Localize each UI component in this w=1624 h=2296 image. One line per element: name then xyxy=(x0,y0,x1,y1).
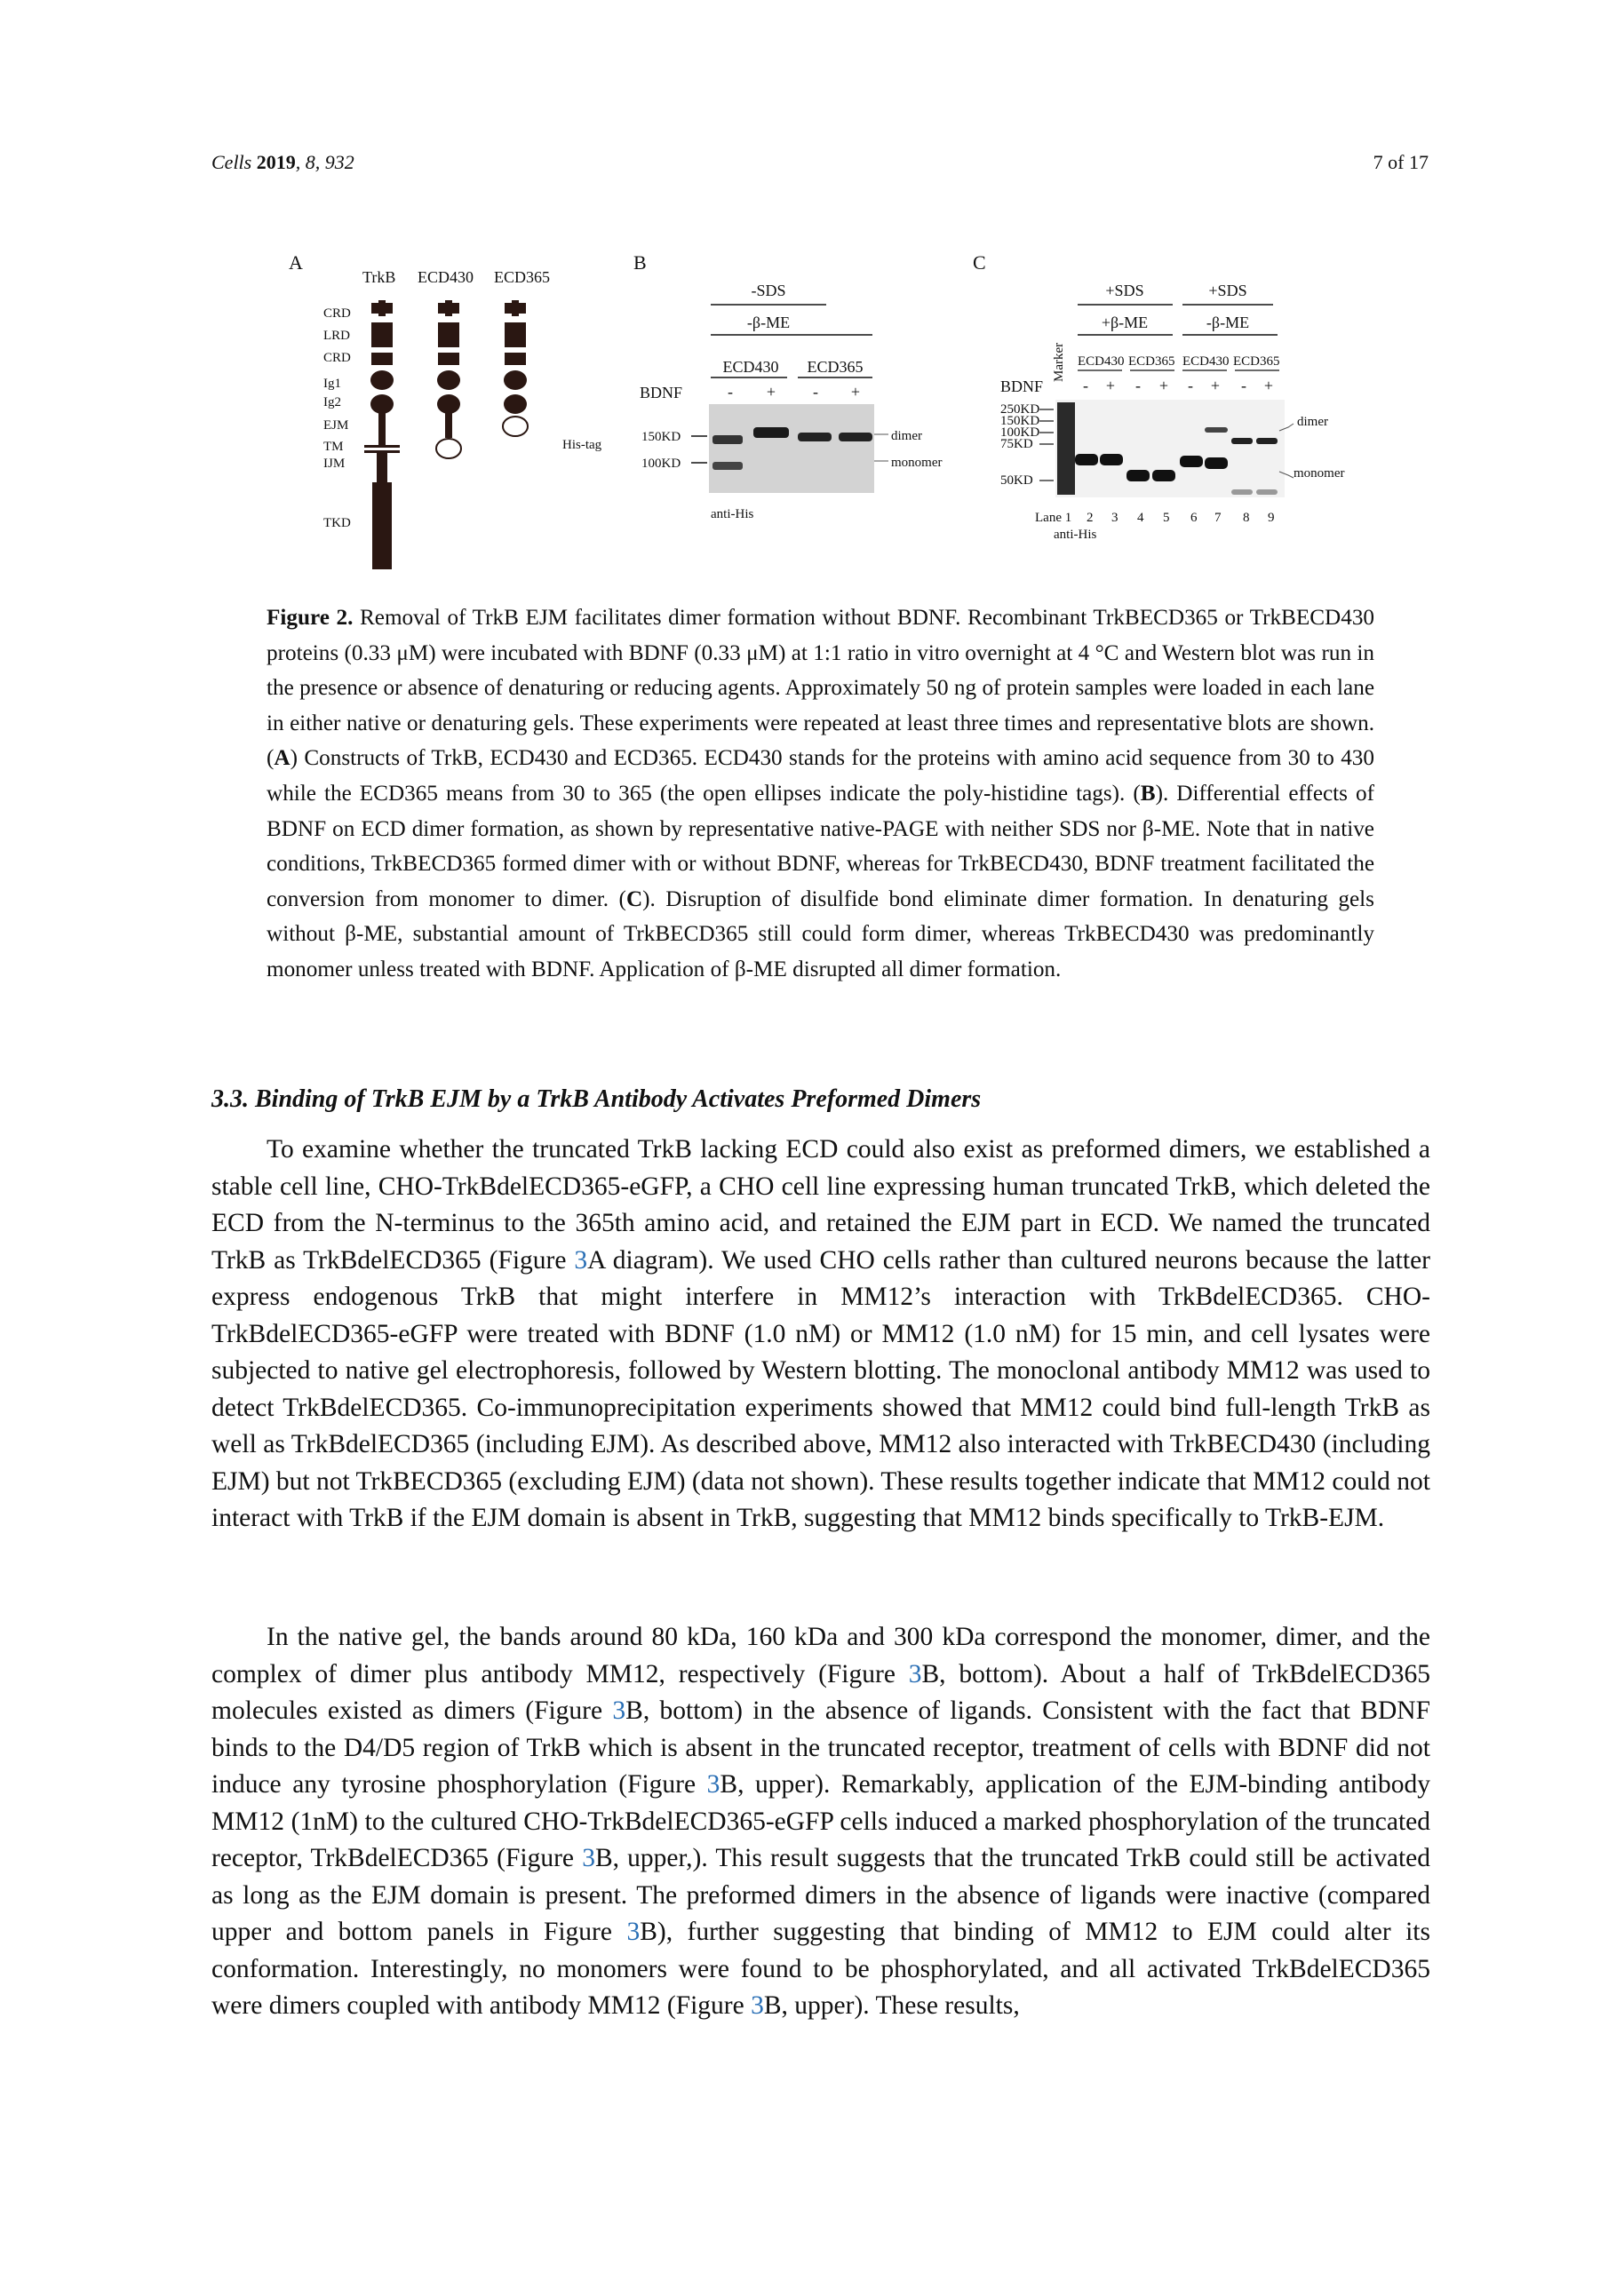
panel-b-label: B xyxy=(633,253,647,274)
domain-tm: TM xyxy=(323,440,344,454)
panel-b-dimer-label: dimer xyxy=(891,429,922,443)
figure-ref-link[interactable]: 3 xyxy=(751,1991,764,2020)
sign: + xyxy=(1158,377,1169,394)
sign: - xyxy=(1135,377,1141,394)
caption-panel-ref: C xyxy=(625,886,643,911)
sign: + xyxy=(766,383,776,401)
panel-c-marker-labels xyxy=(1000,402,1054,488)
domain-crd-2: CRD xyxy=(323,351,351,365)
col-ecd365: ECD365 xyxy=(494,268,550,286)
sign: - xyxy=(1083,377,1088,394)
panel-b-antibody: anti-His xyxy=(711,507,754,521)
journal-year: 2019 xyxy=(256,151,296,173)
panel-c-antibody: anti-His xyxy=(1054,528,1097,542)
paragraph-text: In the native gel, the bands around 80 kDa, 160 kDa and 300 kDa correspond the monomer, dimer, and the complex of dimer plus antibody MM12, respectively (Figure xyxy=(211,1623,1430,1688)
panel-c-cond-b2: -β-ME xyxy=(1206,314,1250,331)
construct-trkb xyxy=(364,300,400,569)
sign: + xyxy=(850,383,861,401)
marker-100: 100KD xyxy=(1000,425,1040,440)
body-paragraph xyxy=(211,1132,1430,1537)
panel-a-domain-labels xyxy=(323,306,351,530)
page-number: 7 of 17 xyxy=(1373,151,1429,173)
paragraph-text: B, upper,). This result suggests that the truncated TrkB could still be activated as long as the EJM domain is present. The preformed dimers in the absence of ligands were inactive (compared upper and bottom panels in Figure xyxy=(211,1844,1431,1946)
panel-c-group: ECD365 xyxy=(1128,354,1175,369)
lane-number: 9 xyxy=(1268,511,1275,525)
col-ecd430: ECD430 xyxy=(418,268,474,286)
sign: - xyxy=(1188,377,1193,394)
figure-ref-link[interactable]: 3 xyxy=(626,1918,641,1946)
caption-text: ) Constructs of TrkB, ECD430 and ECD365. ECD430 stands for the proteins with amino acid sequence from 30 to 430 while the ECD365 means from 30 to 365 (the open ellipses indicate the poly-histidine tags). ( xyxy=(267,746,1374,806)
journal-name: Cells xyxy=(211,151,252,173)
domain-crd: CRD xyxy=(323,306,351,321)
his-tag-ellipse xyxy=(503,417,528,436)
body-paragraph xyxy=(211,1619,1430,2025)
lane-number: 5 xyxy=(1163,511,1170,525)
his-tag-ellipse xyxy=(436,439,461,458)
paragraph-text: B, bottom). About a half of TrkBdelECD365 molecules existed as dimers (Figure xyxy=(211,1659,1430,1725)
panel-c-bdnf-label: BDNF xyxy=(1000,377,1044,395)
panel-c-label: C xyxy=(973,253,986,274)
caption-text: ). Disruption of disulfide bond eliminate dimer formation. In denaturing gels without β-ME, substantial amount of TrkBECD365 still could form dimer, whereas TrkBECD430 was predominantly monomer unless treated with BDNF. Application of β-ME disrupted all dimer formation. xyxy=(267,886,1374,981)
caption-text: Recombinant TrkBECD365 or TrkBECD430 proteins (0.33 μM) were incubated with BDNF (0.33 μM) at 1:1 ratio in vitro overnight at 4 °C and Western blot was run in the presence or absence of denaturing or reducing agents. Approximately 50 ng of protein samples were loaded in each lane in either native or denaturing gels. These experiments were repeated at least three times and representative blots are shown. ( xyxy=(267,606,1375,771)
panel-b-cond-bme: -β-ME xyxy=(746,314,791,331)
figure-ref-link[interactable]: 3 xyxy=(574,1245,588,1275)
panel-b-cond-sds: -SDS xyxy=(751,282,786,299)
lane-label: Lane 1 xyxy=(1035,511,1072,525)
running-header-citation: Cells 2019, 8, 932 xyxy=(211,151,354,173)
sign: + xyxy=(1263,377,1274,394)
figure-caption xyxy=(267,600,1374,988)
figure-ref-link[interactable]: 3 xyxy=(612,1696,626,1725)
panel-b-marker-150: 150KD xyxy=(641,430,681,444)
lane-number: 8 xyxy=(1243,511,1250,525)
caption-text: ). Differential effects of BDNF on ECD dimer formation, as shown by representative native-PAGE with neither SDS nor β-ME. Note that in native conditions, TrkBECD365 formed dimer with or without BDNF, whereas for TrkBECD430, BDNF treatment facilitated the conversion from monomer to dimer. ( xyxy=(267,781,1374,911)
marker-50: 50KD xyxy=(1000,473,1033,488)
panel-c-cond-a2: +β-ME xyxy=(1101,314,1149,331)
paragraph-text: A diagram). We used CHO cells rather than cultured neurons because the latter express endogenous TrkB that might interfere in MM12’s interaction with TrkBdelECD365. CHO-TrkBdelECD365-eGFP were treated with BDNF (1.0 nM) or MM12 (1.0 nM) for 15 min, and cell lysates were subjected to native gel electrophoresis, followed by Western blotting. The monoclonal antibody MM12 was used to detect TrkBdelECD365. Co-immunoprecipitation experiments showed that MM12 could bind full-length TrkB as well as TrkBdelECD365 (including EJM). As described above, MM12 also interacted with TrkBECD430 (including EJM) but not TrkBECD365 (excluding EJM) (data not shown). These results together indicate that MM12 could not interact with TrkB if the EJM domain is absent in TrkB, suggesting that MM12 binds specifically to TrkB-EJM. xyxy=(211,1245,1430,1532)
caption-panel-ref: B xyxy=(1140,781,1156,806)
sign: - xyxy=(1241,377,1246,394)
marker-150: 150KD xyxy=(1000,414,1040,428)
panel-c-cond-b1: +SDS xyxy=(1208,282,1247,299)
construct-ecd430 xyxy=(436,300,461,458)
caption-title: Removal of TrkB EJM facilitates dimer formation without BDNF. xyxy=(359,606,961,630)
sign: - xyxy=(813,383,818,401)
domain-tkd: TKD xyxy=(323,516,351,530)
domain-ig2: Ig2 xyxy=(323,395,341,409)
col-trkb: TrkB xyxy=(362,268,396,286)
domain-ejm: EJM xyxy=(323,418,349,433)
marker-250: 250KD xyxy=(1000,402,1040,417)
marker-75: 75KD xyxy=(1000,437,1033,451)
lane-number: 7 xyxy=(1214,511,1222,525)
panel-c-dimer-label: dimer xyxy=(1297,415,1328,429)
figure-ref-link[interactable]: 3 xyxy=(908,1659,922,1688)
journal-volume: 8 xyxy=(305,151,315,173)
lane-number: 6 xyxy=(1190,511,1198,525)
panel-b-group-ecd430: ECD430 xyxy=(722,358,779,376)
panel-c-group: ECD430 xyxy=(1078,354,1125,369)
panel-a-label: A xyxy=(289,253,303,274)
panel-c-monomer-label: monomer xyxy=(1294,466,1345,481)
lane-number: 2 xyxy=(1087,511,1094,525)
sign: - xyxy=(728,383,733,401)
domain-ijm: IJM xyxy=(323,457,346,471)
caption-panel-ref: A xyxy=(274,746,291,771)
panel-b-marker-100: 100KD xyxy=(641,457,681,471)
panel-c-group: ECD430 xyxy=(1182,354,1230,369)
lane-number: 3 xyxy=(1111,511,1118,525)
figure-2-graphic xyxy=(284,253,1350,573)
paragraph-text: B, upper). These results, xyxy=(763,1991,1020,2020)
panel-c-marker-lane-label: Marker xyxy=(1052,342,1066,382)
figure-ref-link[interactable]: 3 xyxy=(706,1770,720,1799)
paragraph-text: B, upper). Remarkably, application of the EJM-binding antibody MM12 (1nM) to the cultured CHO-TrkBdelECD365-eGFP cells induced a marked phosphorylation of the truncated receptor, TrkBdelECD365 (Figure xyxy=(211,1770,1430,1872)
section-heading: 3.3. Binding of TrkB EJM by a TrkB Antibody Activates Preformed Dimers xyxy=(211,1085,982,1113)
panel-a-column-labels xyxy=(362,268,550,286)
lane-number: 4 xyxy=(1137,511,1144,525)
panel-b-monomer-label: monomer xyxy=(891,456,943,470)
his-tag-label: His-tag xyxy=(562,438,602,452)
domain-ig1: Ig1 xyxy=(323,377,341,391)
panel-c-blot xyxy=(1055,400,1285,497)
article-number: 932 xyxy=(324,151,354,173)
panel-c-lane-numbers xyxy=(1035,511,1275,525)
sign: + xyxy=(1105,377,1116,394)
figure-2 xyxy=(284,253,1350,573)
paragraph-text: To examine whether the truncated TrkB lacking ECD could also exist as preformed dimers, we established a stable cell line, CHO-TrkBdelECD365-eGFP, a CHO cell line expressing human truncated TrkB, which deleted the ECD from the N-terminus to the 365th amino acid, and retained the EJM part in ECD. We named the truncated TrkB as TrkBdelECD365 (Figure xyxy=(211,1135,1430,1275)
panel-c-group: ECD365 xyxy=(1233,354,1280,369)
paragraph-text: B), further suggesting that binding of MM12 to EJM could alter its conformation. Interestingly, no monomers were found to be phosphorylated, and all activated TrkBdelECD365 were dimers coupled with antibody MM12 (Figure xyxy=(211,1918,1430,2020)
construct-ecd365 xyxy=(503,300,528,436)
panel-b-blot xyxy=(709,404,874,493)
panel-b-bdnf-label: BDNF xyxy=(640,384,683,401)
figure-ref-link[interactable]: 3 xyxy=(582,1844,595,1872)
panel-b-group-ecd365: ECD365 xyxy=(807,358,864,376)
domain-lrd: LRD xyxy=(323,329,350,343)
paragraph-text: B, bottom) in the absence of ligands. Consistent with the fact that BDNF binds to the D4/D5 region of TrkB which is absent in the truncated receptor, treatment of cells with BDNF did not induce any tyrosine phosphorylation (Figure xyxy=(211,1696,1430,1799)
panel-c-cond-a1: +SDS xyxy=(1105,282,1144,299)
caption-label: Figure 2. xyxy=(267,606,354,630)
sign: + xyxy=(1210,377,1221,394)
